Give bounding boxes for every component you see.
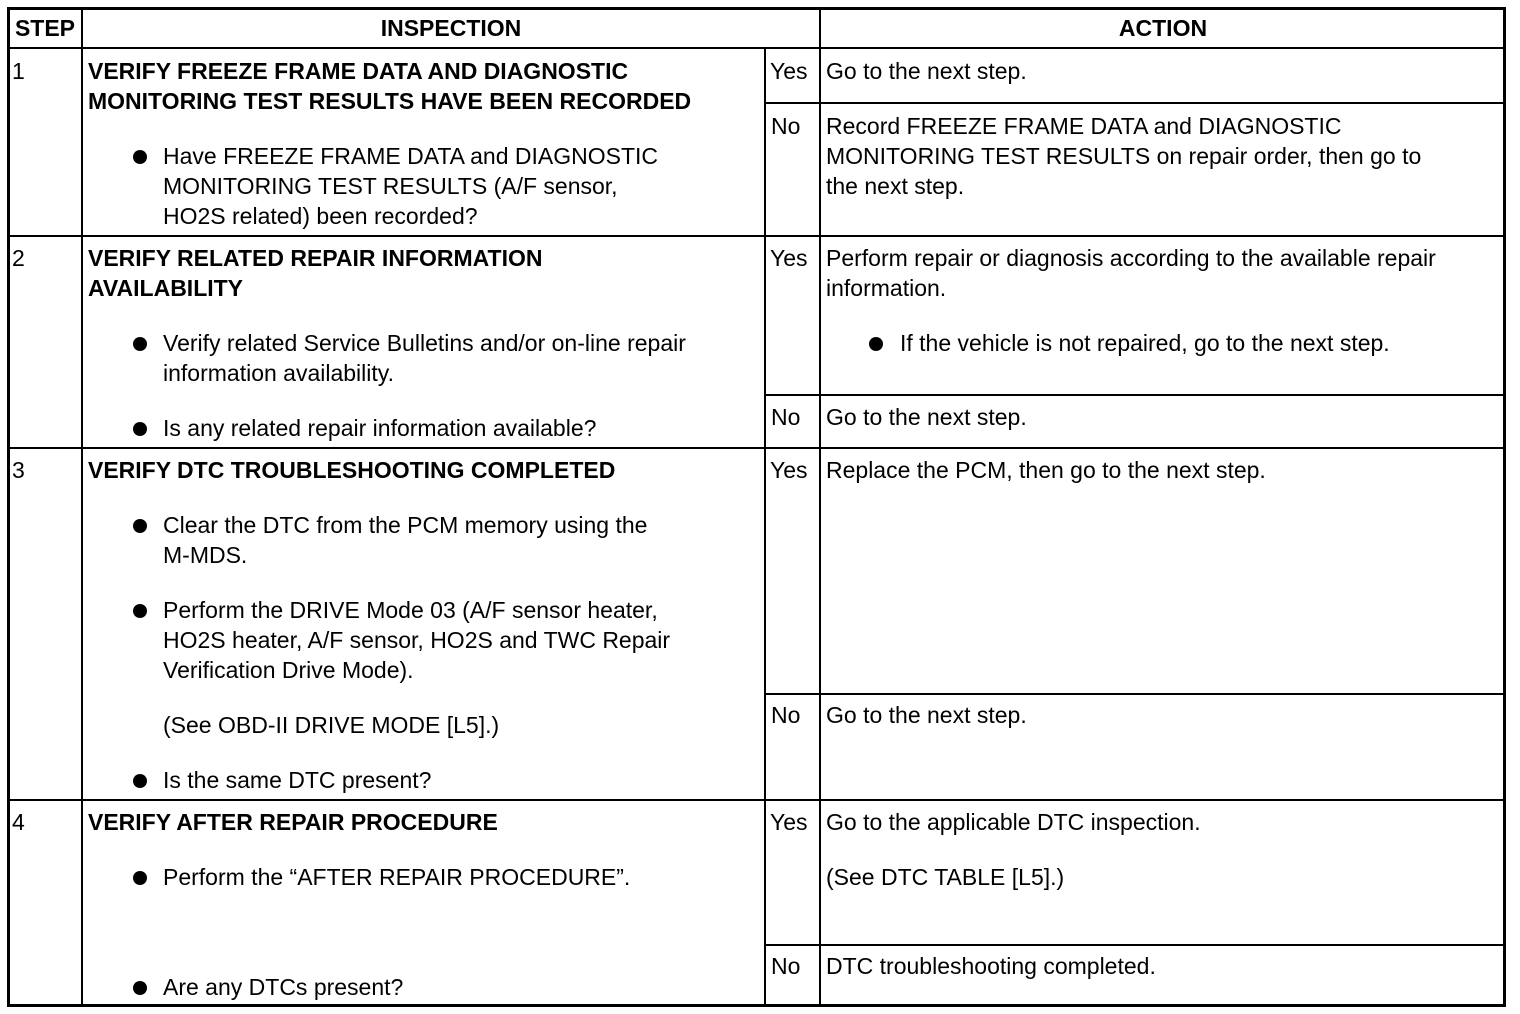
- action-note: (See DTC TABLE [L5].): [826, 864, 1065, 890]
- action-text: Record FREEZE FRAME DATA and DIAGNOSTIC: [826, 113, 1342, 139]
- step-number: 1: [12, 58, 25, 84]
- inspection-text: Is the same DTC present?: [163, 767, 432, 793]
- inspection-text: Have FREEZE FRAME DATA and DIAGNOSTIC: [163, 143, 659, 169]
- step-title-line: VERIFY RELATED REPAIR INFORMATION: [88, 245, 543, 271]
- inspection-text: Verification Drive Mode).: [163, 657, 414, 683]
- action-text: Go to the next step.: [826, 702, 1027, 728]
- bullet-icon: [133, 519, 147, 533]
- yes-label: Yes: [770, 457, 808, 483]
- yesno-divider-1: [765, 102, 1505, 104]
- yesno-divider-3: [765, 693, 1505, 695]
- bullet-icon: [133, 774, 147, 788]
- inspection-text: Is any related repair information available?: [163, 415, 597, 441]
- step-title-line: AVAILABILITY: [88, 275, 244, 301]
- yes-label: Yes: [770, 58, 808, 84]
- action-text: the next step.: [826, 173, 965, 199]
- bullet-icon: [133, 150, 147, 164]
- col-divider-yesno: [764, 48, 766, 1006]
- inspection-text: information availability.: [163, 360, 394, 386]
- action-text: If the vehicle is not repaired, go to the next step.: [900, 330, 1390, 356]
- inspection-text: HO2S related) been recorded?: [163, 203, 478, 229]
- bullet-icon: [133, 337, 147, 351]
- action-text: Go to the applicable DTC inspection.: [826, 809, 1201, 835]
- inspection-note: (See OBD-II DRIVE MODE [L5].): [163, 712, 500, 738]
- inspection-text: Clear the DTC from the PCM memory using the: [163, 512, 648, 538]
- step-title-line: VERIFY FREEZE FRAME DATA AND DIAGNOSTIC: [88, 58, 629, 84]
- no-label: No: [771, 404, 801, 430]
- step-title-line: VERIFY DTC TROUBLESHOOTING COMPLETED: [88, 457, 616, 483]
- action-text: DTC troubleshooting completed.: [826, 953, 1156, 979]
- yes-label: Yes: [770, 809, 808, 835]
- step-title-line: VERIFY AFTER REPAIR PROCEDURE: [88, 809, 498, 835]
- no-label: No: [771, 953, 801, 979]
- bullet-icon: [133, 604, 147, 618]
- action-text: Go to the next step.: [826, 404, 1027, 430]
- col-divider-action: [819, 8, 821, 1006]
- no-label: No: [771, 702, 801, 728]
- step-number: 4: [12, 809, 25, 835]
- inspection-text: MONITORING TEST RESULTS (A/F sensor,: [163, 173, 618, 199]
- yesno-divider-4: [765, 944, 1505, 946]
- action-text: Replace the PCM, then go to the next step.: [826, 457, 1266, 483]
- header-inspection: INSPECTION: [380, 15, 522, 41]
- step-number: 2: [12, 245, 25, 271]
- bullet-icon: [133, 981, 147, 995]
- action-text: Perform repair or diagnosis according to the available repair: [826, 245, 1436, 271]
- inspection-text: Perform the DRIVE Mode 03 (A/F sensor heater,: [163, 597, 658, 623]
- inspection-text: M-MDS.: [163, 542, 248, 568]
- action-text: MONITORING TEST RESULTS on repair order, then go to: [826, 143, 1422, 169]
- bullet-icon: [133, 422, 147, 436]
- bullet-icon: [133, 871, 147, 885]
- step-title-line: MONITORING TEST RESULTS HAVE BEEN RECORDED: [88, 88, 692, 114]
- yes-label: Yes: [770, 245, 808, 271]
- header-step: STEP: [14, 15, 76, 41]
- action-text: Go to the next step.: [826, 58, 1027, 84]
- yesno-divider-2: [765, 394, 1505, 396]
- inspection-text: Perform the “AFTER REPAIR PROCEDURE”.: [163, 864, 631, 890]
- row-divider-header: [8, 47, 1505, 49]
- header-action: ACTION: [1118, 15, 1208, 41]
- no-label: No: [771, 113, 801, 139]
- action-text: information.: [826, 275, 947, 301]
- row-divider-3: [8, 799, 1505, 801]
- inspection-text: Are any DTCs present?: [163, 974, 404, 1000]
- step-number: 3: [12, 457, 25, 483]
- row-divider-1: [8, 235, 1505, 237]
- row-divider-2: [8, 447, 1505, 449]
- col-divider-step: [81, 8, 83, 1006]
- inspection-text: HO2S heater, A/F sensor, HO2S and TWC Repair: [163, 627, 671, 653]
- inspection-text: Verify related Service Bulletins and/or on-line repair: [163, 330, 686, 356]
- bullet-icon: [869, 337, 883, 351]
